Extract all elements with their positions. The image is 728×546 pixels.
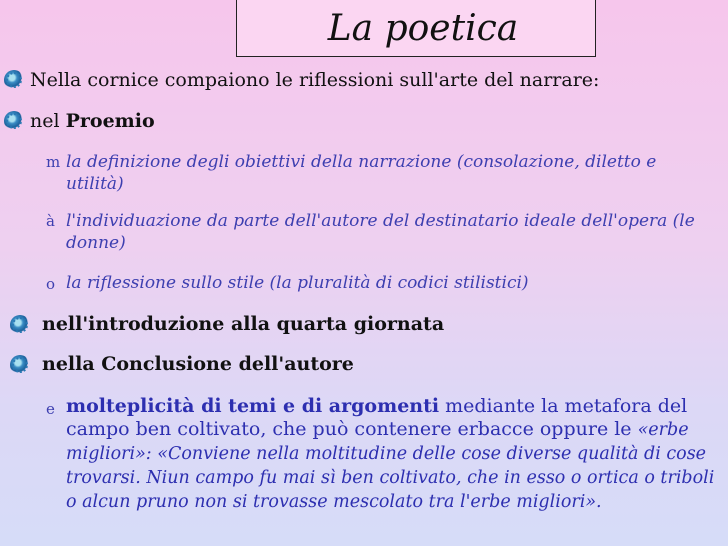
- item-bold: molteplicità di temi e di argomenti: [66, 395, 440, 417]
- item-text: Nella cornice compaiono le riflessioni sull'arte del narrare:: [30, 69, 600, 91]
- globe-bullet-icon: [10, 315, 30, 335]
- sub-item-text: l'individuazione da parte dell'autore del destinatario ideale dell'opera (le donne): [66, 211, 695, 253]
- sub-bullet-marker: à: [46, 212, 55, 230]
- list-item: [30, 69, 599, 91]
- globe-bullet-icon: [4, 111, 24, 131]
- item-normal: mediante la metafora del campo ben coltivato, che può contenere erbacce oppure le: [66, 395, 688, 440]
- sub-bullet-marker: m: [46, 153, 61, 171]
- page-title: La poetica: [327, 7, 519, 49]
- sub-bullet-marker: o: [46, 275, 56, 293]
- item-italic: «erbe migliori»: «Conviene nella moltitudine delle cose diverse qualità di cose trovarsi. Niun campo fu mai sì ben coltivato, che in esso o ortica o triboli o alcun pruno non si trovasse mescolato tra l'erbe migliori».: [66, 420, 715, 512]
- item-bold: Proemio: [65, 110, 155, 132]
- sub-item-text-mixed: [66, 395, 716, 514]
- list-item-bold: nella Conclusione dell'autore: [42, 353, 354, 375]
- list-item-bold: nell'introduzione alla quarta giornata: [42, 313, 445, 335]
- sub-bullet-marker: e: [46, 400, 55, 418]
- title-box: [236, 0, 596, 57]
- item-prefix: nel: [30, 110, 66, 132]
- sub-item-text: la definizione degli obiettivi della narrazione (consolazione, diletto e utilità): [66, 152, 657, 194]
- sub-item-text: la riflessione sullo stile (la pluralità di codici stilistici): [66, 273, 529, 293]
- globe-bullet-icon: [10, 355, 30, 375]
- globe-bullet-icon: [4, 70, 24, 90]
- list-item: [30, 110, 155, 132]
